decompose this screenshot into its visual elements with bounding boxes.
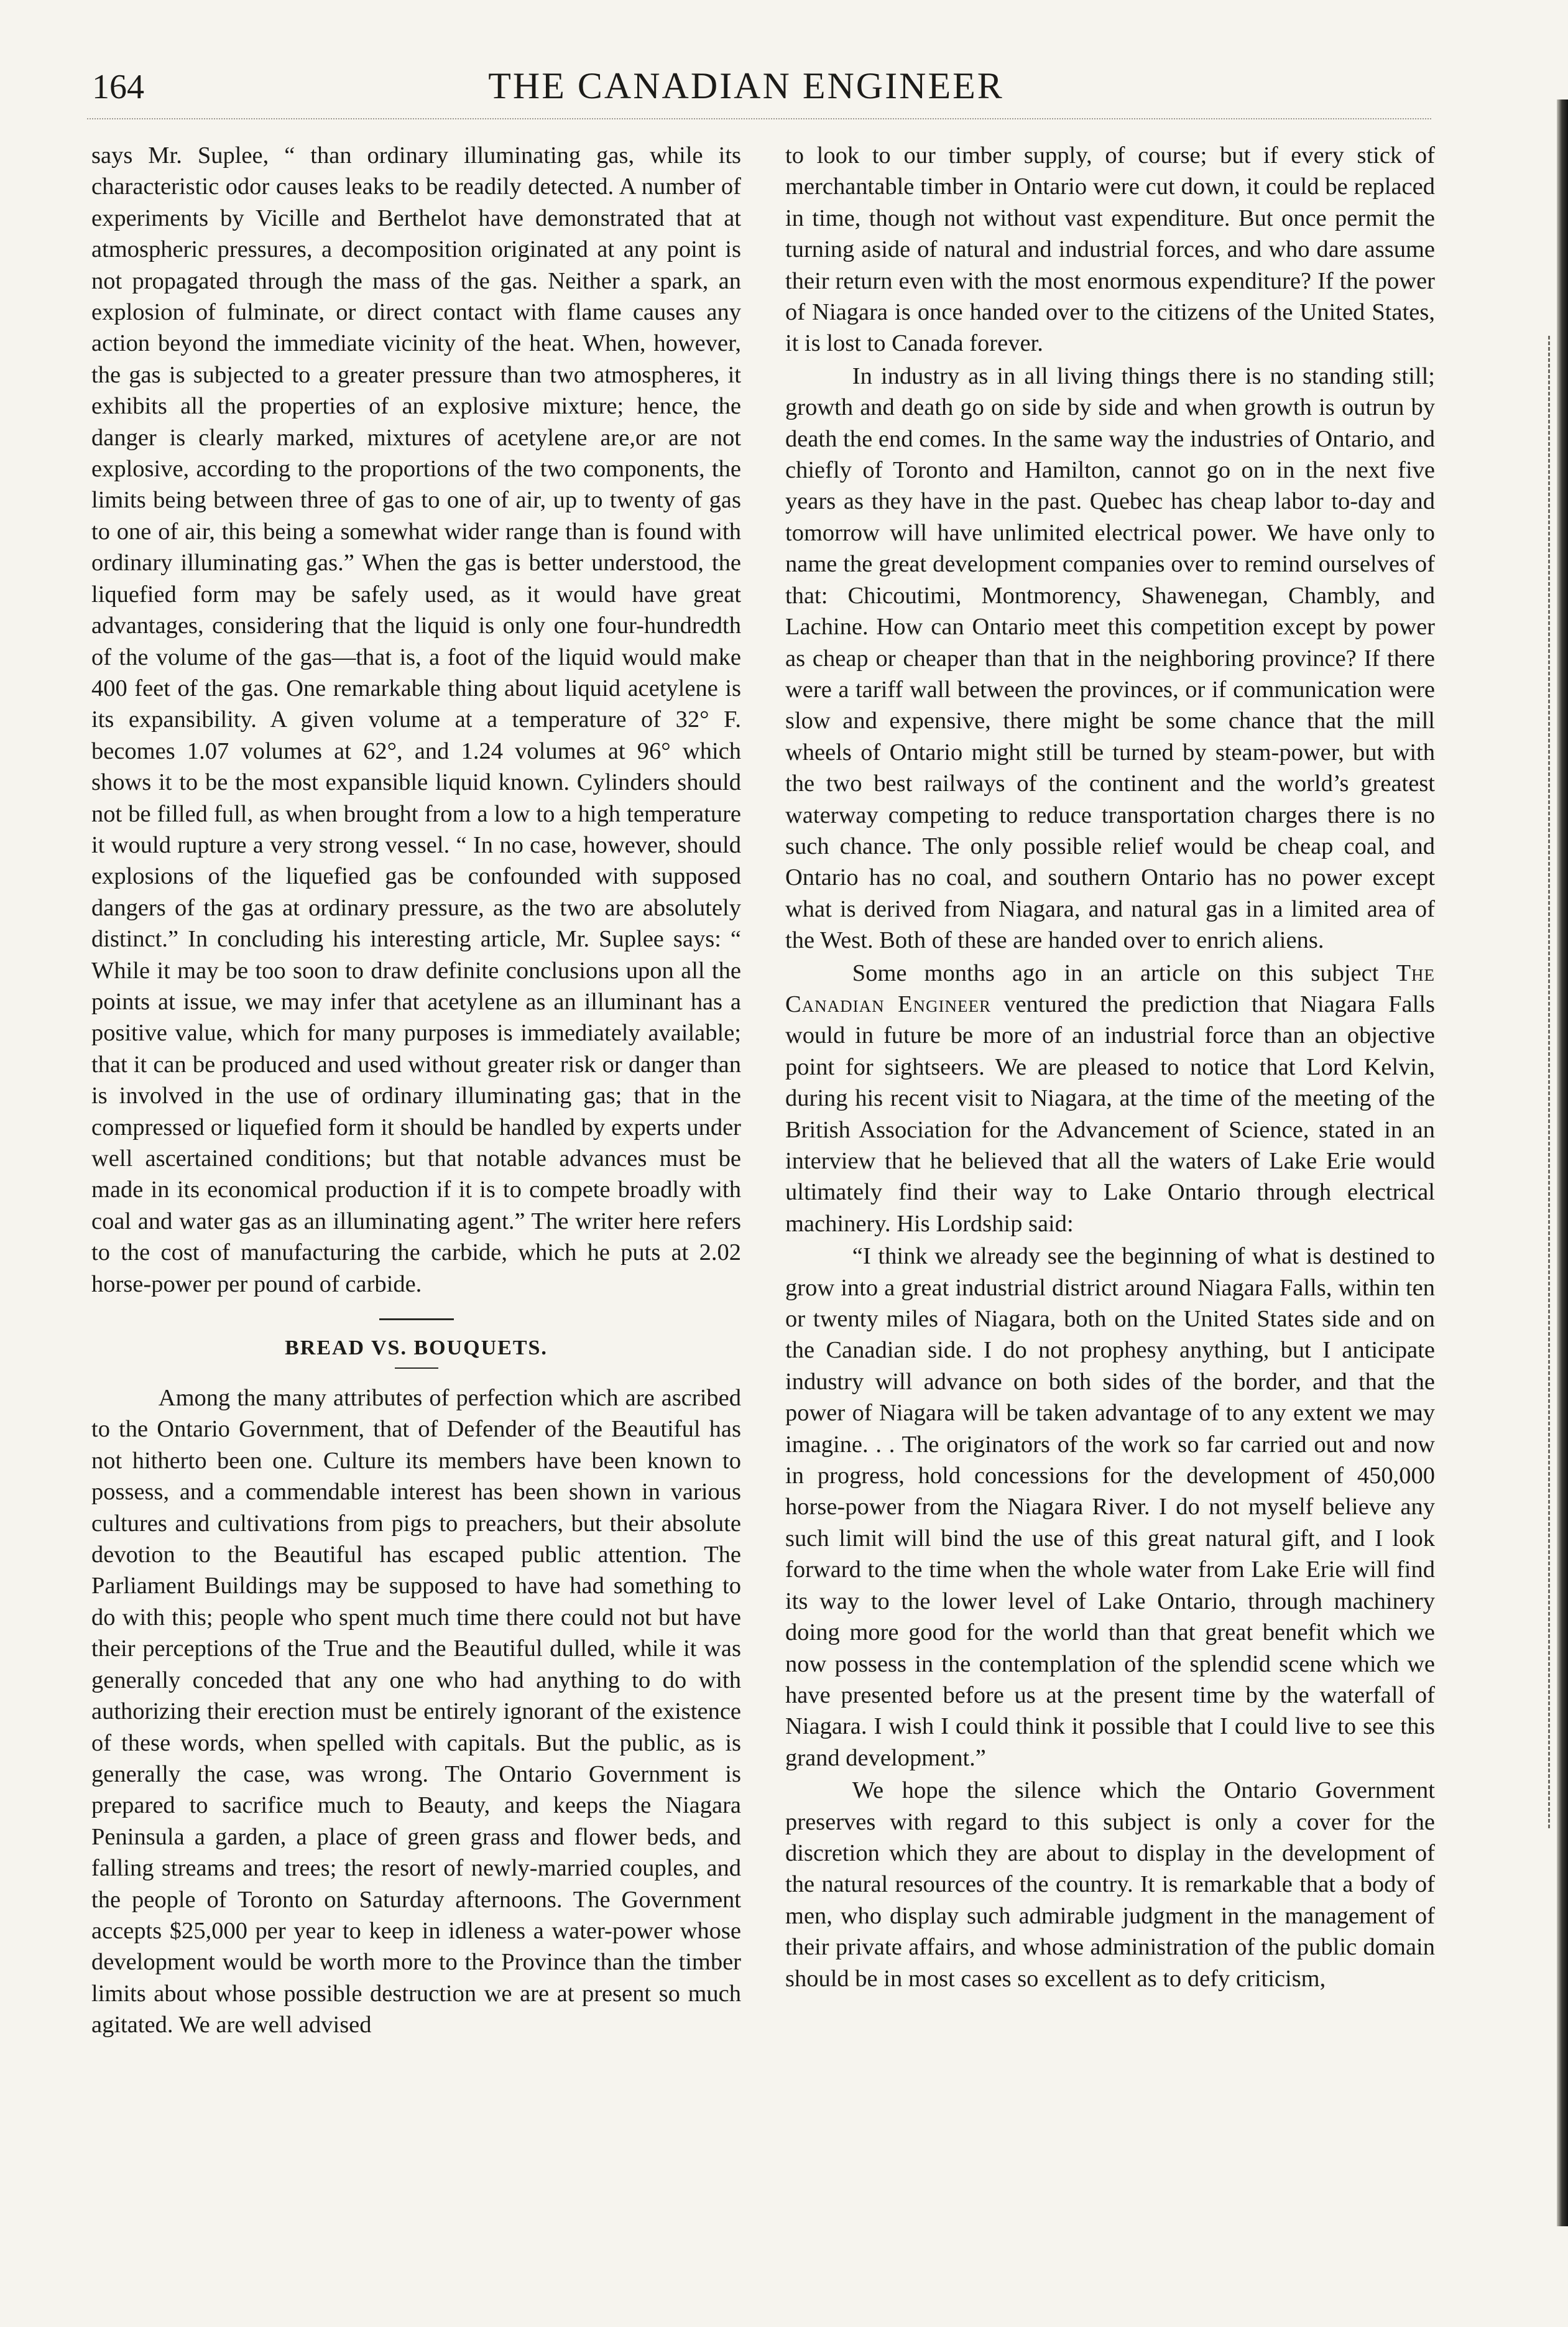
section-heading: BREAD VS. BOUQUETS. — [285, 1336, 548, 1360]
left-column — [91, 140, 741, 2041]
article-paragraph: In industry as in all living things there is no standing still; growth and death go on side by side and when growth is outrun by death the end comes. In the same way the industries of Ontario, and chiefly of Toronto and Hamilton, cannot go on in the next five years as they have in the past. Quebec has cheap labor to-day and tomorrow will have unlimited electrical power. We have only to name the great development companies over to remind ourselves of that: Chicoutimi, Montmorency, Shawenegan, Chambly, and Lachine. How can Ontario meet this competition except by power as cheap or cheaper than that in the neighboring province? If there were a tariff wall between the provinces, or if communication were slow and expensive, there might be some chance that the mill wheels of Ontario might still be turned by steam-power, but with the two best railways of the continent and the world’s greatest waterway competing to reduce transportation charges there is no such chance. The only possible relief would be cheap coal, and Ontario has no coal, and southern Ontario has no power except what is derived from Niagara, and natural gas in a limited area of the West. Both of these are handed over to enrich aliens. — [785, 363, 1435, 954]
running-title: THE CANADIAN ENGINEER — [488, 65, 1004, 106]
right-column — [785, 140, 1435, 1994]
article-paragraph: to look to our timber supply, of course; but if every stick of merchantable timber in Ontario were cut down, it could be replaced in time, though not without vast expenditure. But once permit the turning aside of natural and industrial forces, and who dare assume their return even with the most enormous expenditure? If the power of Niagara is once handed over to the citizens of the United States, it is lost to Canada forever. — [785, 142, 1435, 357]
article-continuation-paragraph: says Mr. Suplee, “ than ordinary illuminating gas, while its characteristic odor causes leaks to be readily detected. A number of experiments by Vicille and Berthelot have demonstrated that at atmospheric pressures, a decomposition originated at any point is not propagated through the mass of the gas. Neither a spark, an explosion of fulminate, or direct contact with flame causes any action beyond the immediate vicinity of the heat. When, however, the gas is subjected to a greater pressure than two atmospheres, it exhibits all the properties of an explosive mixture; hence, the danger is clearly marked, mixtures of acetylene are,or are not explosive, according to the proportions of the two components, the limits being between three of gas to one of air, up to twenty of gas to one of air, this being a somewhat wider range than is found with ordinary illuminating gas.” When the gas is better understood, the liquefied form may be safely used, as it would have great advantages, considering that the liquid is only one four-hundredth of the volume of the gas—that is, a foot of the liquid would make 400 feet of the gas. One remarkable thing about liquid acetylene is its expansibility. A given volume at a temperature of 32° F. becomes 1.07 volumes at 62°, and 1.24 volumes at 96° which shows it to be the most expansible liquid known. Cylinders should not be filled full, as when brought from a low to a high temperature it would rupture a very strong vessel. “ In no case, however, should explosions of the liquefied gas be confounded with supposed dangers of the gas at ordinary pressure, as the two are absolutely distinct.” In concluding his interesting article, Mr. Suplee says: “ While it may be too soon to draw definite conclusions upon all the points at issue, we may infer that acetylene as an illuminant has a positive value, which for many purposes is immediately available; that it can be produced and used without greater risk or danger than is involved in the use of ordinary illuminating gas; that in the compressed or liquefied form it should be handled by experts under well ascertained conditions; but that notable advances must be made in its economical production if it is to compete broadly with coal and water gas as an illuminating agent.” The writer here refers to the cost of manufacturing the carbide, which he puts at 2.02 horse-power per pound of carbide. — [91, 142, 741, 1297]
quotation-paragraph: “I think we already see the beginning of what is destined to grow into a great industrial district around Niagara Falls, within ten or twenty miles of Niagara, both on the United States side and on the Canadian side. I do not prophesy anything, but I anticipate industry will advance on both sides of the border, and that the power of Niagara will be taken advantage of to any extent we may imagine. . . The originators of the work so far carried out and now in progress, hold concessions for the development of 450,000 horse-power from the Niagara River. I do not myself believe any such limit will bind the use of this great natural gift, and I look forward to the time when the whole water from Lake Erie will find its way to the lower level of Lake Ontario, through machinery doing more good for the world than that great benefit which we now possess in the contemplation of the splendid scene which we have presented before us at the present time by the waterfall of Niagara. I wish I could think it possible that I could live to see this grand development.” — [785, 1243, 1435, 1771]
page-number: 164 — [92, 68, 144, 106]
heading-underrule — [395, 1367, 438, 1369]
article-paragraph: Among the many attributes of perfection which are ascribed to the Ontario Government, that of Defender of the Beautiful has not hitherto been one. Culture its members have been known to possess, and a commendable interest has been shown in various cultures and cultivations from pigs to preachers, but their absolute devotion to the Beautiful has escaped public attention. The Parliament Buildings may be supposed to have had something to do with this; people who spent much time there could not but have their perceptions of the True and the Beautiful dulled, while it was generally conceded that any one who had anything to do with authorizing their erection must be entirely ignorant of the existence of these words, when spelled with capitals. But the public, as is generally the case, was wrong. The Ontario Government is prepared to sacrifice much to Beauty, and keeps the Niagara Peninsula a garden, a place of green grass and flower beds, and falling streams and trees; the resort of newly-married couples, and the people of Toronto on Saturday afternoons. The Government accepts $25,000 per year to keep in idleness a water-power whose development would be worth more to the Province than the timber limits about whose possible destruction we are at present so much agitated. We are well advised — [91, 1385, 741, 2038]
section-divider — [379, 1318, 454, 1320]
binding-edge — [1557, 99, 1568, 2226]
paragraph-text: Some months ago in an article on this subject — [852, 960, 1379, 986]
paragraph-text: ventured the prediction that Niagara Falls would in future be more of an industrial force than an objective point for sightseers. We are pleased to notice that Lord Kelvin, during his recent visit to Niagara, at the time of the meeting of the British Association for the Advancement of Science, stated in an interview that he believed that all the waters of Lake Erie would ultimately find their way to Lake Ontario through electrical machinery. His Lordship said: — [785, 991, 1435, 1237]
article-paragraph: We hope the silence which the Ontario Government preserves with regard to this subject is only a cover for the discretion which they are about to display in the development of the natural resources of the country. It is remarkable that a body of men, who display such admirable judgment in the management of their private affairs, and whose administration of the public domain should be in most cases so excellent as to defy criticism, — [785, 1777, 1435, 1992]
journal-name: The Canadian Engineer — [785, 960, 1435, 1017]
header-rule — [87, 118, 1431, 119]
article-paragraph — [785, 958, 1435, 1240]
